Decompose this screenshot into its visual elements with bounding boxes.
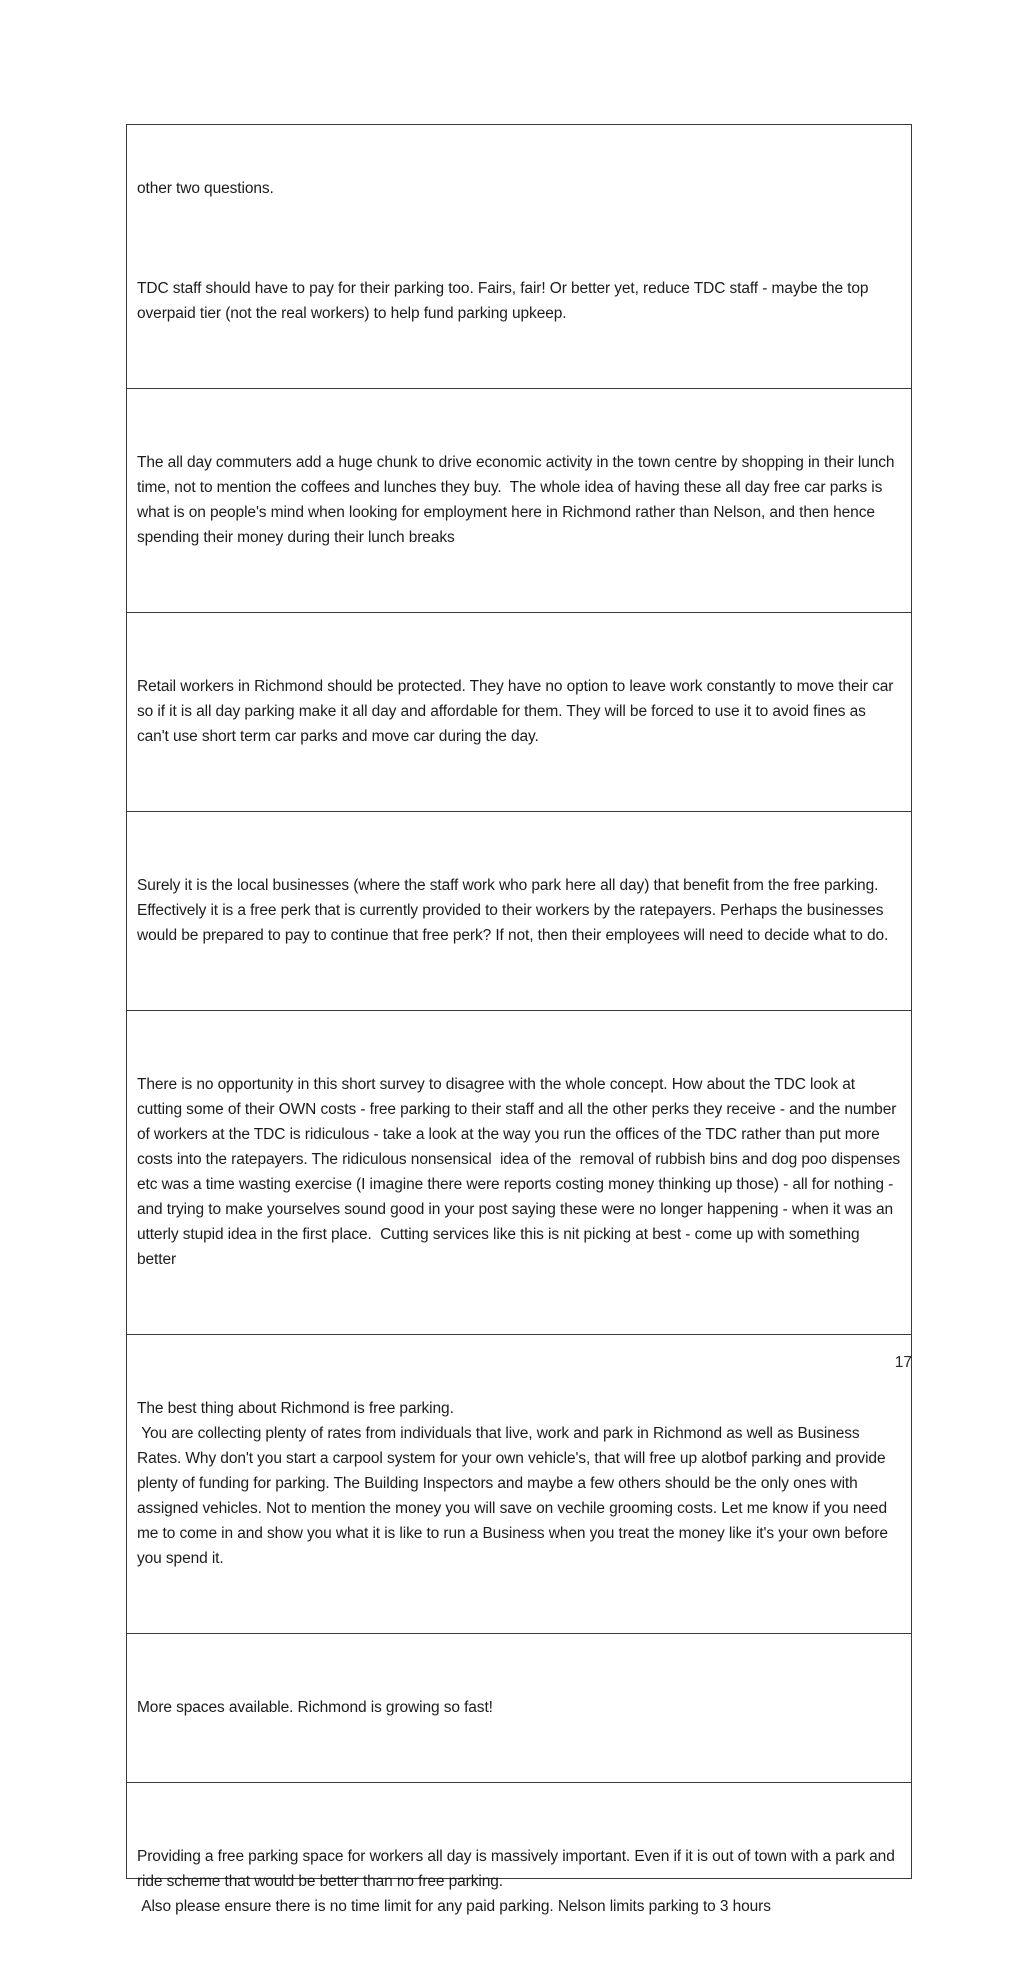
response-text: There is no opportunity in this short survey to disagree with the whole concept. How about the TDC look at cutting some of their OWN costs - free parking to their staff and all the other perks they receive - and the number of workers at the TDC is ridiculous - take a look at the way you run the offices of the TDC rather than put more costs into the ratepayers. The ridiculous nonsensical idea of the removal of rubbish bins and dog poo dispenses etc was a time wasting exercise (I imagine there were reports costing money thinking up those) - all for nothing - and trying to make yourselves sound good in your post saying these were no longer happening - when it was an utterly stupid idea in the first place. Cutting services like this is nit picking at best - come up with something better [137, 1076, 905, 1268]
response-cell [127, 811, 911, 1010]
response-text: other two questions. [137, 180, 274, 197]
response-cell [127, 1633, 911, 1782]
response-text: Providing a free parking space for workers all day is massively important. Even if it is out of town with a park and ride scheme that would be better than no free parking. Also please ensure there is no time limit for any paid parking. Nelson limits parking to 3 hours [137, 1848, 895, 1915]
response-text: More spaces available. Richmond is growing so fast! [137, 1699, 493, 1716]
response-cell [127, 1782, 911, 1915]
response-cell [127, 1334, 911, 1633]
response-text: Surely it is the local businesses (where the staff work who park here all day) that benefit from the free parking. Effectively it is a free perk that is currently provided to their workers by the ratepayers. Perhaps the businesses would be prepared to pay to continue that free perk? If not, then their employees will need to decide what to do. [137, 877, 889, 944]
response-text: Retail workers in Richmond should be protected. They have no option to leave work constantly to move their car so if it is all day parking make it all day and affordable for them. They will be forced to use it to avoid fines as can't use short term car parks and move car during the day. [137, 678, 898, 745]
response-cell [127, 388, 911, 612]
response-text: TDC staff should have to pay for their parking too. Fairs, fair! Or better yet, reduce TDC staff - maybe the top overpaid tier (not the real workers) to help fund parking upkeep. [137, 280, 873, 322]
responses-table [126, 124, 912, 1915]
response-text: The all day commuters add a huge chunk to drive economic activity in the town centre by shopping in their lunch time, not to mention the coffees and lunches they buy. The whole idea of having these all day free car parks is what is on people's mind when looking for employment here in Richmond rather than Nelson, and then hence spending their money during their lunch breaks [137, 454, 899, 546]
response-text: The best thing about Richmond is free parking. You are collecting plenty of rates from individuals that live, work and park in Richmond as well as Business Rates. Why don't you start a carpool system for your own vehicle's, that will free up alotbof parking and provide plenty of funding for parking. The Building Inspectors and maybe a few others should be the only ones with assigned vehicles. Not to mention the money you will save on vechile grooming costs. Let me know if you need me to come in and show you what it is like to run a Business when you treat the money like it's your own before you spend it. [137, 1400, 888, 1567]
page-number: 17 [894, 1354, 912, 1371]
response-cell [127, 612, 911, 811]
response-cell [127, 1010, 911, 1334]
response-cell [127, 125, 911, 388]
